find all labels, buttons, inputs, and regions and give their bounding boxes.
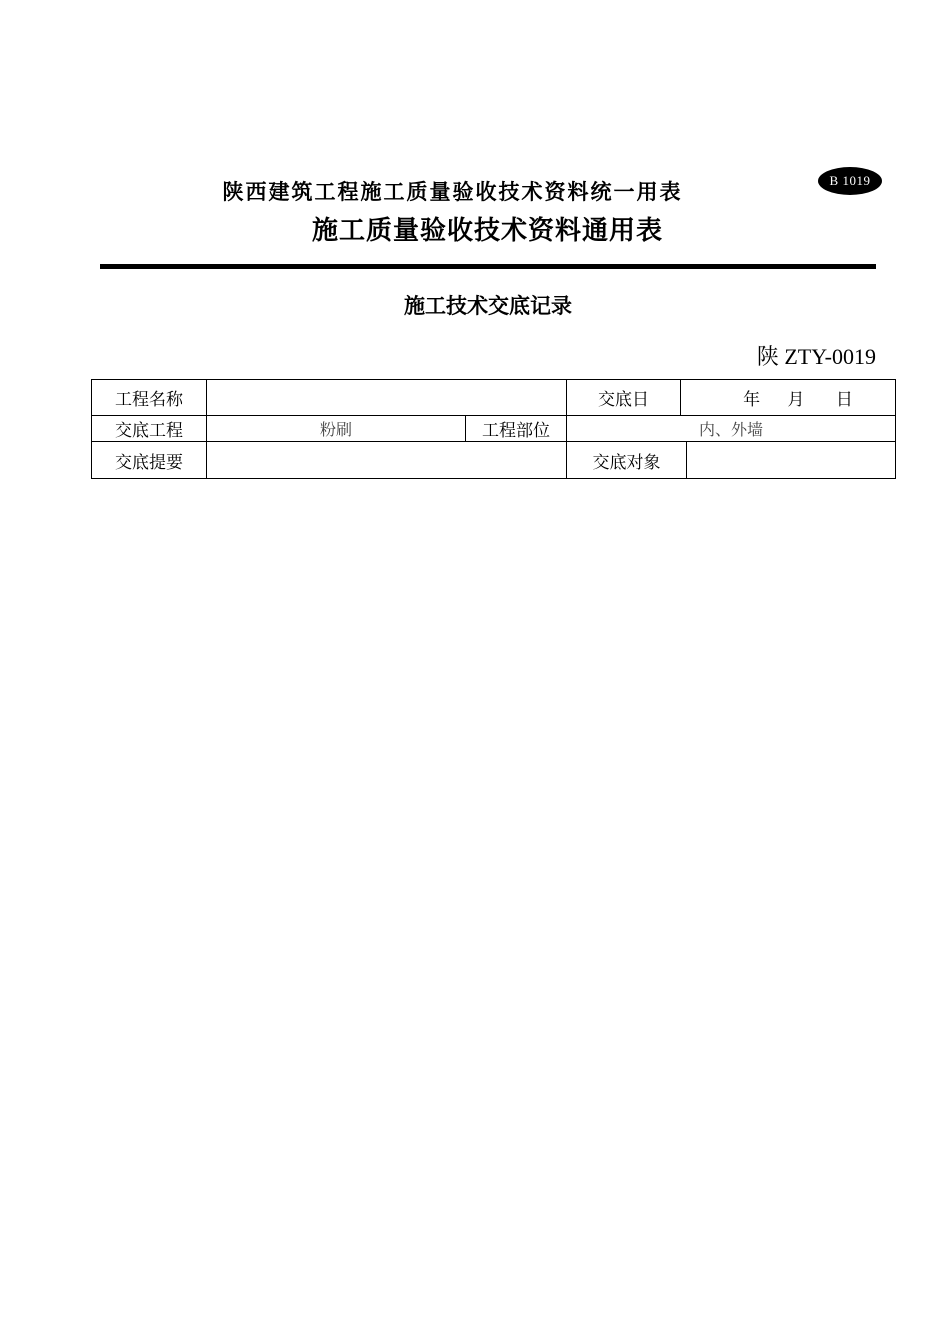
work-field[interactable]: 粉刷 (207, 416, 466, 442)
location-field[interactable]: 内、外墙 (567, 416, 896, 442)
header-divider (100, 264, 876, 269)
summary-label: 交底提要 (92, 442, 207, 479)
date-label: 交底日 (567, 380, 681, 416)
project-name-label: 工程名称 (92, 380, 207, 416)
form-badge: B 1019 (818, 167, 882, 195)
date-field[interactable] (681, 380, 896, 416)
location-label: 工程部位 (466, 416, 567, 442)
table-row (92, 380, 896, 416)
record-title: 施工技术交底记录 (404, 294, 572, 318)
date-day-label: 日 (835, 390, 853, 410)
general-table-title: 施工质量验收技术资料通用表 (311, 216, 663, 246)
work-label: 交底工程 (92, 416, 207, 442)
target-field[interactable] (687, 442, 896, 479)
project-name-field[interactable] (207, 380, 567, 416)
date-year-label: 年 (743, 390, 761, 410)
table-row (92, 416, 896, 442)
target-label: 交底对象 (567, 442, 687, 479)
province-title: 陕西建筑工程施工质量验收技术资料统一用表 (222, 180, 683, 204)
form-code: 陕 ZTY-0019 (756, 344, 876, 369)
record-table (91, 379, 896, 479)
table-row (92, 442, 896, 479)
date-month-label: 月 (787, 390, 805, 410)
summary-field[interactable] (207, 442, 567, 479)
